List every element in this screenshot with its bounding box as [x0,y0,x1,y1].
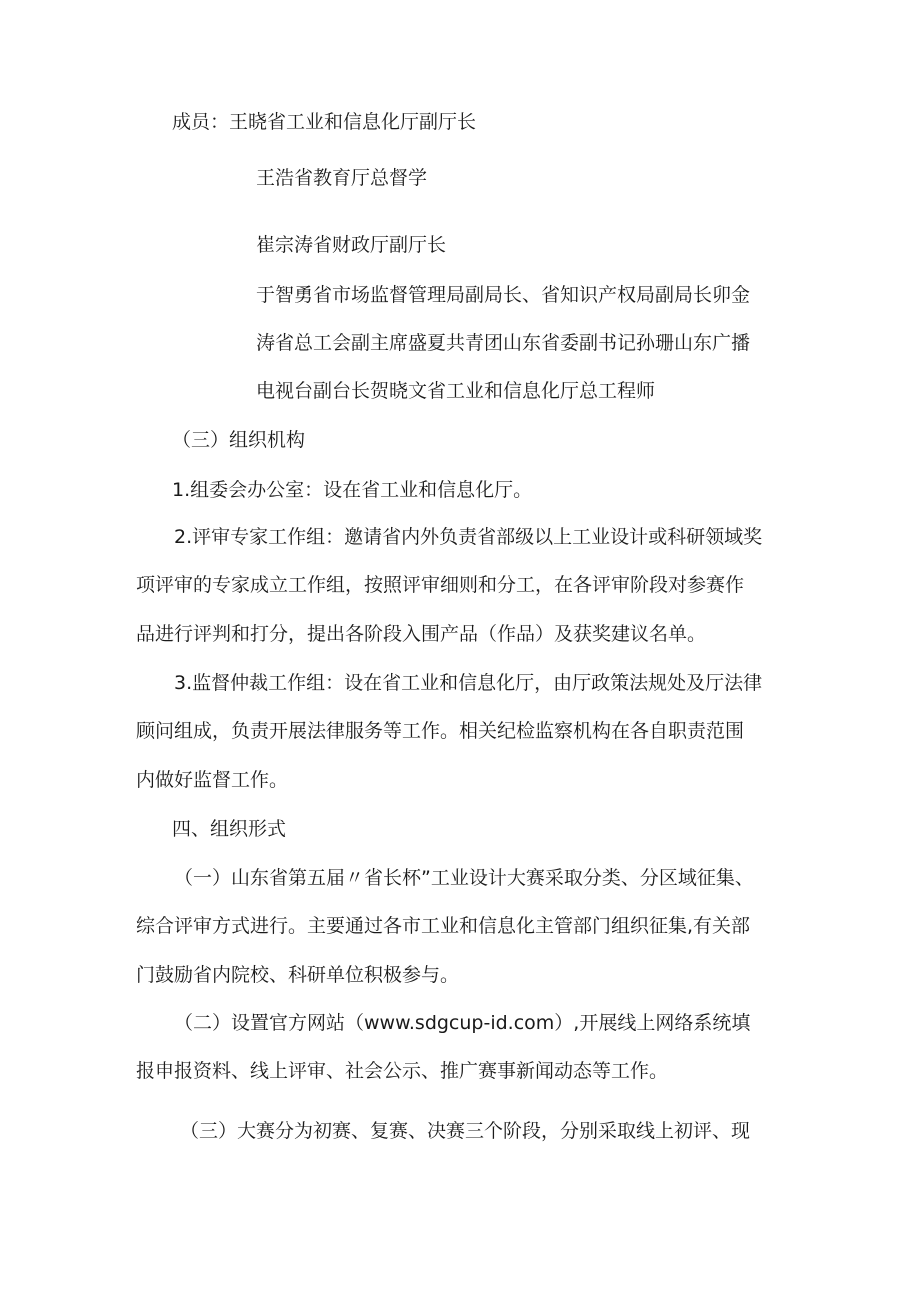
paragraph-line: 门鼓励省内院校、科研单位积极参与。 [136,964,460,986]
section-heading: （三）组织机构 [172,429,306,451]
paragraph-line: 项评审的专家成立工作组，按照评审细则和分工，在各评审阶段对参赛作 [136,574,745,596]
paragraph-line: 1.组委会办公室：设在省工业和信息化厅。 [172,479,533,501]
member-line: 王浩省教育厅总督学 [256,167,428,189]
member-line: 电视台副台长贺晓文省工业和信息化厅总工程师 [256,380,656,402]
paragraph-line: 报申报资料、线上评审、社会公示、推广赛事新闻动态等工作。 [136,1060,669,1082]
member-line: 于智勇省市场监督管理局副局长、省知识产权局副局长卯金 [256,284,751,306]
paragraph-line: （二）设置官方网站（www.sdgcup-id.com）,开展线上网络系统填 [174,1012,751,1034]
paragraph-line: 品进行评判和打分，提出各阶段入围产品（作品）及获奖建议名单。 [136,623,707,645]
paragraph-line: 内做好监督工作。 [136,769,289,791]
paragraph-line: （三）大赛分为初赛、复赛、决赛三个阶段，分别采取线上初评、现 [180,1120,751,1142]
section-heading: 四、组织形式 [172,818,287,840]
paragraph-line: （一）山东省第五届〃省长杯”工业设计大赛采取分类、分区域征集、 [174,867,754,889]
member-line: 崔宗涛省财政厅副厅长 [256,234,447,256]
paragraph-line: 综合评审方式进行。主要通过各市工业和信息化主管部门组织征集,有关部 [136,915,751,937]
members-heading: 成员：王晓省工业和信息化厅副厅长 [172,111,477,133]
member-line: 涛省总工会副主席盛夏共青团山东省委副书记孙珊山东广播 [256,332,751,354]
paragraph-line: 2.评审专家工作组：邀请省内外负责省部级以上工业设计或科研领域奖 [174,526,763,548]
paragraph-line: 顾问组成，负责开展法律服务等工作。相关纪检监察机构在各自职责范围 [136,720,745,742]
paragraph-line: 3.监督仲裁工作组：设在省工业和信息化厅，由厅政策法规处及厅法律 [174,672,763,694]
